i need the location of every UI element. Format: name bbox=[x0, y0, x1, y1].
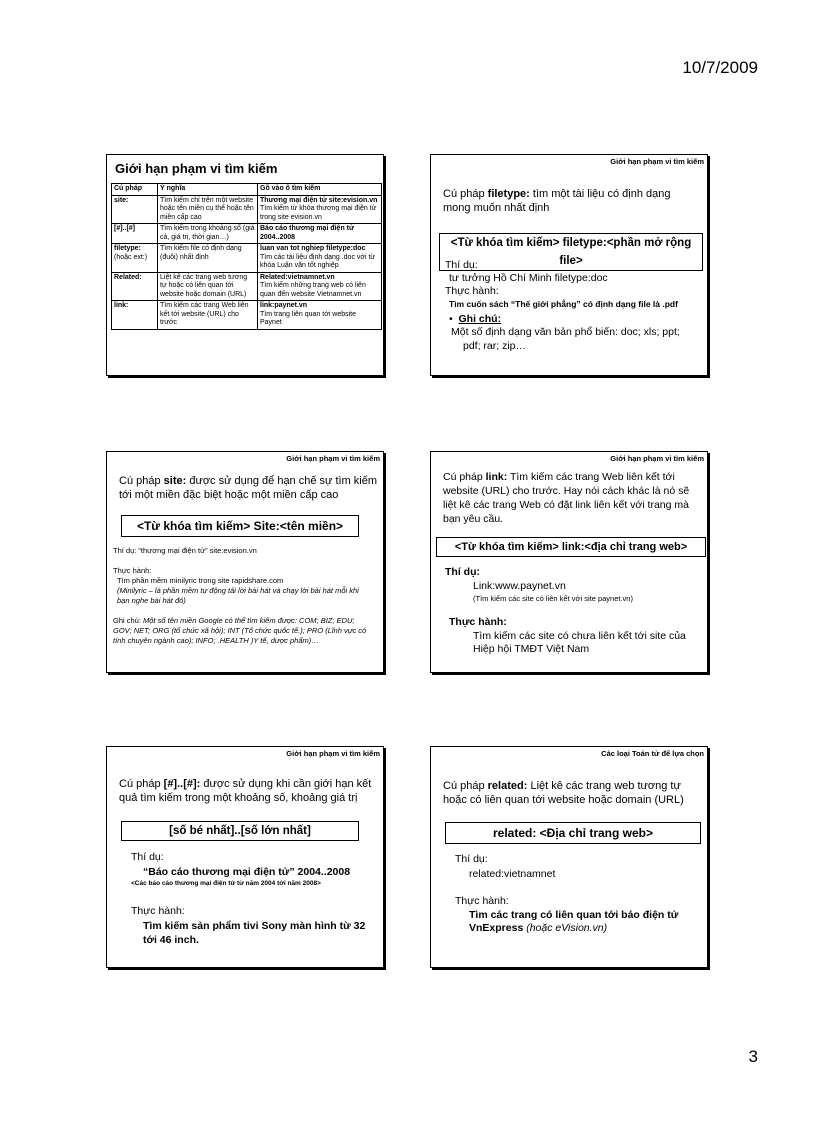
practice-label: Thực hành: bbox=[455, 895, 509, 907]
example-text: related:vietnamnet bbox=[469, 868, 556, 880]
row-example: Related:vietnamnet.vn bbox=[260, 273, 335, 281]
syntax-box: related: <Địa chỉ trang web> bbox=[445, 822, 701, 844]
row-example: Báo cáo thương mại điện tử 2004..2008 bbox=[260, 225, 355, 241]
syntax-box: <Từ khóa tìm kiếm> Site:<tên miền> bbox=[121, 515, 359, 537]
slide-intro: Cú pháp [#]..[#]: được sử dụng khi cần giới hạn kết quả tìm kiếm trong một khoảng số, khoảng giá trị bbox=[119, 778, 372, 804]
slide-corner-title: Giới hạn phạm vi tìm kiếm bbox=[286, 454, 380, 463]
row-meaning: Tìm kiếm file có định dạng (đuôi) nhất định bbox=[158, 244, 258, 273]
header-syntax: Cú pháp bbox=[112, 184, 158, 196]
example-text: “Báo cáo thương mại điện tử” 2004..2008 bbox=[143, 866, 351, 878]
date: 10/7/2009 bbox=[682, 58, 758, 77]
row-meaning: Tìm kiếm chỉ trên một website hoặc tên miền cụ thể hoặc tên miền cấp cao bbox=[158, 195, 258, 224]
header-meaning: Ý nghĩa bbox=[158, 184, 258, 196]
table-row bbox=[112, 224, 382, 244]
practice-text: Tìm các trang có liên quan tới báo điện tử VnExpress (hoặc eVision.vn) bbox=[469, 909, 679, 934]
syntax-keyword: related: bbox=[487, 780, 528, 792]
header-input: Gõ vào ô tìm kiếm bbox=[258, 184, 382, 196]
syntax-keyword: filetype: bbox=[487, 188, 530, 200]
table-row bbox=[112, 195, 382, 224]
row-syntax: site: bbox=[114, 196, 129, 204]
example-note: <Các báo cáo thương mại điện tử từ năm 2004 tới năm 2008> bbox=[131, 880, 321, 887]
practice-note: (Minilyric – là phần mềm tự động tải lời bài hát và chạy lời bài hát mỗi khi bạn nghe bài hát đó) bbox=[117, 586, 359, 605]
slide-corner-title: Giới hạn phạm vi tìm kiếm bbox=[610, 157, 704, 166]
table-row bbox=[112, 301, 382, 330]
row-note: Tìm kiếm từ khóa thương mại điện tử trong site evision.vn bbox=[260, 205, 377, 221]
example-label: Thí dụ: bbox=[455, 853, 488, 865]
syntax-table bbox=[111, 183, 382, 330]
example-text: tư tưởng Hồ Chí Minh filetype:doc bbox=[449, 272, 608, 284]
practice-text: Tìm kiếm các site có chưa liên kết tới site của Hiệp hội TMĐT Việt Nam bbox=[473, 630, 686, 655]
row-meaning: Tìm kiếm trong khoảng số (giá cả, giá trị, thời gian…) bbox=[158, 224, 258, 244]
syntax-keyword: link: bbox=[485, 471, 508, 483]
example-label: Thí dụ: bbox=[445, 259, 478, 271]
slide-related bbox=[430, 746, 708, 968]
row-note: Tìm trang liên quan tới website Paynet bbox=[260, 310, 357, 326]
row-example: link:paynet.vn bbox=[260, 302, 308, 309]
example-label: Thí dụ: bbox=[445, 566, 480, 578]
slide-site bbox=[106, 451, 384, 673]
note-label: • Ghi chú: bbox=[449, 313, 502, 325]
practice-label: Thực hành: bbox=[449, 616, 507, 628]
slide-link bbox=[430, 451, 708, 673]
syntax-box: <Từ khóa tìm kiếm> filetype:<phần mở rộng file> bbox=[439, 233, 703, 271]
row-example: luan van tot nghiep filetype:doc bbox=[260, 245, 366, 252]
slide-corner-title: Giới hạn phạm vi tìm kiếm bbox=[286, 749, 380, 758]
practice-text: Tìm kiếm sản phẩm tivi Sony màn hình từ 32 tới 46 inch. bbox=[143, 920, 366, 946]
practice-text: Tìm cuốn sách “Thế giới phẳng” có định dạng file là .pdf bbox=[449, 299, 678, 309]
table-row bbox=[112, 244, 382, 273]
slide-corner-title: Giới hạn phạm vi tìm kiếm bbox=[610, 454, 704, 463]
row-syntax: [#]..[#] bbox=[114, 225, 135, 232]
page-number: 3 bbox=[748, 1047, 758, 1066]
row-meaning: Liệt kê các trang web tương tự hoặc có liên quan tới website hoặc domain (URL) bbox=[158, 272, 258, 301]
row-syntax: link: bbox=[114, 302, 129, 309]
syntax-keyword: [#]..[#]: bbox=[163, 778, 201, 790]
slide-filetype bbox=[430, 154, 708, 376]
example-note: (Tìm kiếm các site có liên kết với site paynet.vn) bbox=[473, 594, 633, 603]
practice-text: Tìm phần mềm minilyric trong site rapidshare.com bbox=[117, 576, 284, 585]
table-row bbox=[112, 272, 382, 301]
slide-intro: Cú pháp link: Tìm kiếm các trang Web liên kết tới website (URL) cho trước. Hay nói cách khác là nó sẽ liệt kê các trang Web có đặt link liên kết với trang mà bạn yêu cầu. bbox=[443, 471, 690, 525]
row-meaning: Tìm kiếm các trang Web liên kết tới website (URL) cho trước bbox=[158, 301, 258, 330]
row-syntax: filetype: bbox=[114, 245, 141, 252]
syntax-box: <Từ khóa tìm kiếm> link:<địa chỉ trang web> bbox=[436, 537, 706, 557]
row-syntax: Related: bbox=[114, 273, 142, 281]
row-syntax-alt: (hoặc ext:) bbox=[114, 253, 148, 261]
practice-label: Thực hành: bbox=[131, 905, 185, 917]
example-text: Link:www.paynet.vn bbox=[473, 580, 566, 592]
example-label: Thí dụ: bbox=[131, 851, 164, 863]
note-text: Ghi chú: Một số tên miền Google có thể tìm kiếm được: COM; BIZ; EDU; GOV; NET; ORG (tổ chức xã hội); INT (Tổ chức quốc tế.); PRO (Lĩnh vực có tính chuyên ngành cao); INFO; .HEALTH )Y tế, dược phẩm)… bbox=[113, 616, 367, 645]
practice-label: Thực hành: bbox=[113, 566, 152, 575]
slide-corner-title: Các loại Toán tử để lựa chọn bbox=[601, 749, 704, 758]
slide-title: Giới hạn phạm vi tìm kiếm bbox=[115, 161, 278, 176]
syntax-keyword: site: bbox=[163, 475, 187, 487]
row-note: Tìm các tài liệu định dạng .doc với từ khóa Luận văn tốt nghiệp bbox=[260, 253, 376, 269]
slide-intro: Cú pháp related: Liệt kê các trang web tương tự hoặc có liên quan tới website hoặc domain (URL) bbox=[443, 780, 684, 806]
practice-label: Thực hành: bbox=[445, 285, 499, 297]
slide-scope-table bbox=[106, 154, 384, 376]
example-text: Thí dụ: “thương mại điện tử” site:evision.vn bbox=[113, 546, 257, 555]
slide-intro: Cú pháp site: được sử dụng để hạn chế sự tìm kiếm tới một miền đặc biệt hoặc một miền cấp cao bbox=[119, 475, 378, 501]
slide-intro: Cú pháp filetype: tìm một tài liệu có định dạng mong muốn nhất định bbox=[443, 188, 671, 214]
note-text-2: pdf; rar; zip… bbox=[463, 340, 527, 352]
table-header-row bbox=[112, 184, 382, 196]
slide-number-range bbox=[106, 746, 384, 968]
syntax-box: [số bé nhất]..[số lớn nhất] bbox=[121, 821, 359, 841]
row-note: Tìm kiếm những trang web có liên quan đến website Vietnamnet.vn bbox=[260, 282, 366, 298]
note-text-1: Một số định dạng văn bản phổ biến: doc; xls; ppt; bbox=[451, 326, 680, 338]
row-example: Thương mại điện tử site:evision.vn bbox=[260, 196, 378, 204]
